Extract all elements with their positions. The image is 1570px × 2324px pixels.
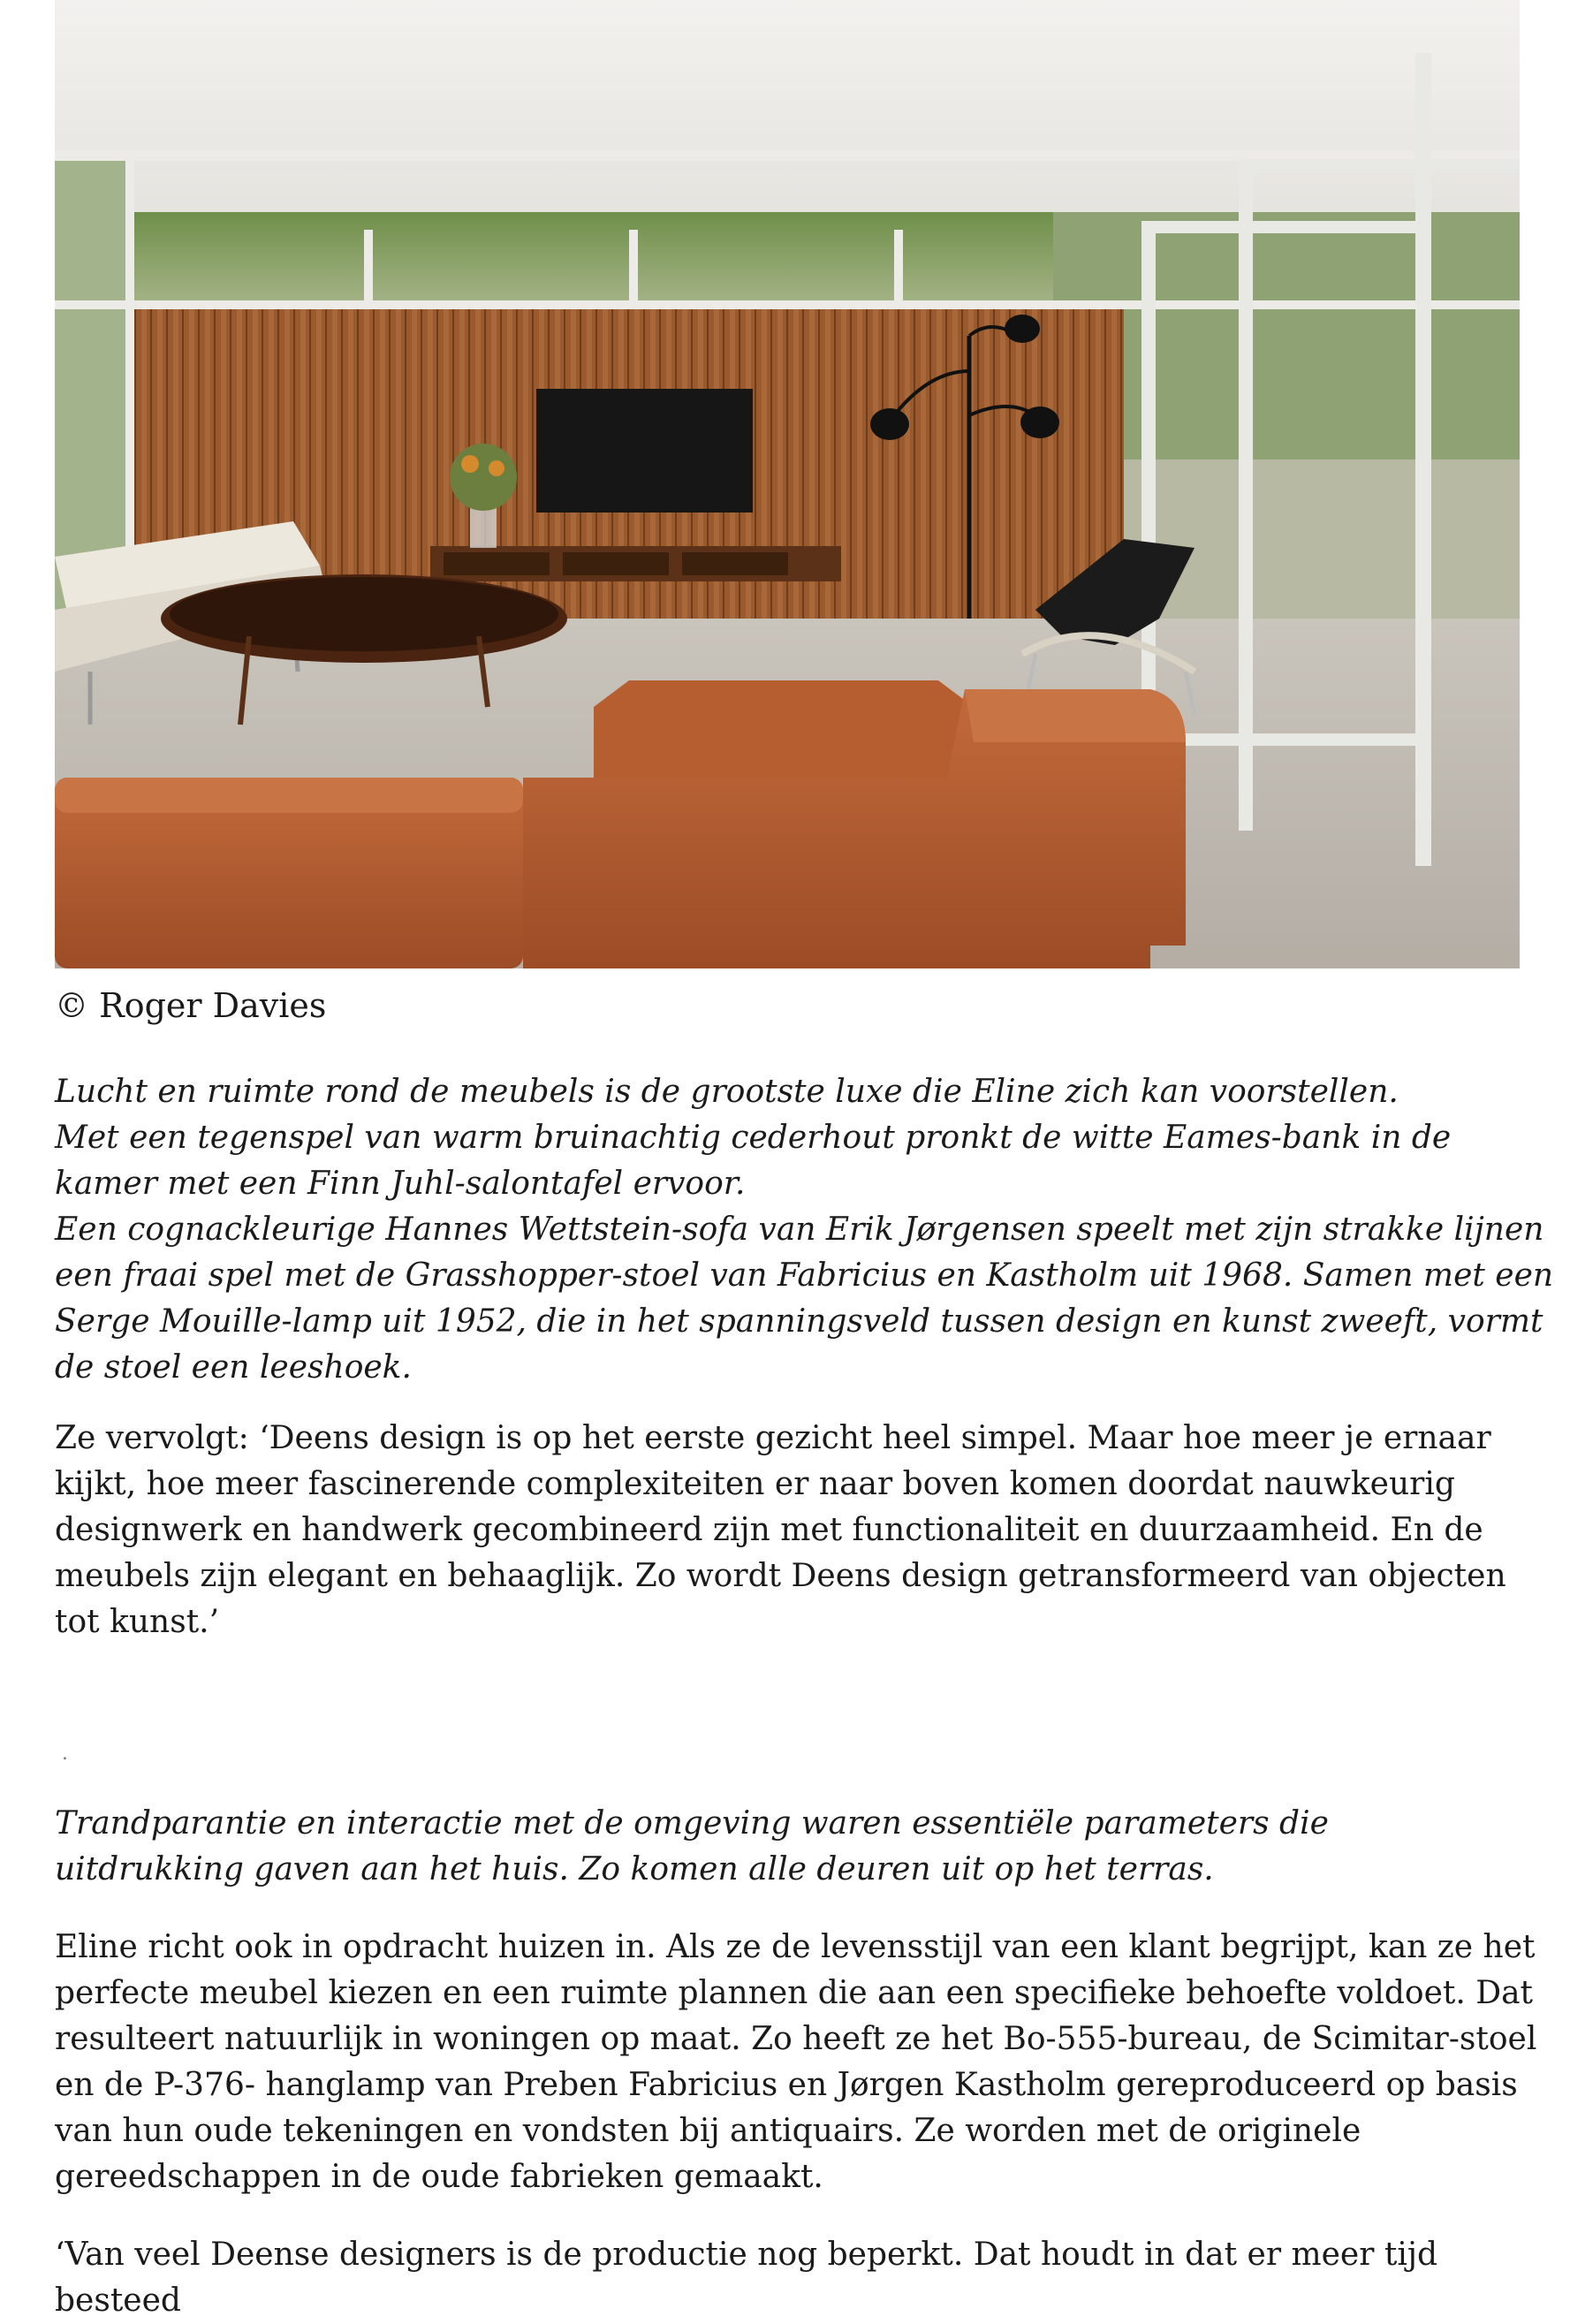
interior-photo-illustration [55,0,1520,968]
photo-credit: © Roger Davies [55,986,327,1025]
caption-line: Lucht en ruimte rond de meubels is de grootste luxe die Eline zich kan voorstellen. [55,1074,1399,1110]
caption-line: uitdrukking gaven aan het huis. Zo komen alle deuren uit op het terras. [55,1851,1214,1887]
body-paragraph: Eline richt ook in opdracht huizen in. Als ze de levensstijl van een klant begrijpt, kan ze het perfecte meubel kiezen en een ruimte plannen die aan een specifieke behoefte voldoet. Dat resulteert natuurlijk in woningen op maat. Zo heeft ze het Bo-555-bureau, de Scimitar-stoel en de P-376- hanglamp van Preben Fabricius en Jørgen Kastholm gereproduceerd op basis van hun oude tekeningen en vondsten bij antiquairs. Ze worden met de originele gereedschappen in de oude fabrieken gemaakt. [55,1929,1537,2195]
photo-caption [55,1069,1557,1391]
separator-dot: . [62,1743,68,1765]
caption-line: Trandparantie en interactie met de omgeving waren essentiële parameters die [55,1805,1329,1842]
caption-line: Een cognackleurige Hannes Wettstein-sofa van Erik Jørgensen speelt met zijn strakke lijnen een fraai spel met de Grasshopper-stoel van Fabricius en Kastholm uit 1968. Samen met een Serge Mouille-lamp uit 1952, die in het spanningsveld tussen design en kunst zweeft, vormt de stoel een leeshoek. [55,1211,1554,1386]
body-paragraph: Ze vervolgt: ‘Deens design is op het eerste gezicht heel simpel. Maar hoe meer je ernaar kijkt, hoe meer fascinerende complexiteiten er naar boven komen doordat nauwkeurig designwerk en handwerk gecombineerd zijn met functionaliteit en duurzaamheid. En de meubels zijn elegant en behaaglijk. Zo wordt Deens design getransformeerd van objecten tot kunst.’ [55,1420,1506,1640]
caption-line: Met een tegenspel van warm bruinachtig cederhout pronkt de witte Eames-bank in de kamer met een Finn Juhl-salontafel ervoor. [55,1120,1452,1202]
body-paragraph: ‘Van veel Deense designers is de productie nog beperkt. Dat houdt in dat er meer tijd besteed [55,2237,1438,2319]
interior-photo [55,0,1520,968]
photo-caption-2 [55,1801,1557,1893]
article [55,0,1557,2324]
